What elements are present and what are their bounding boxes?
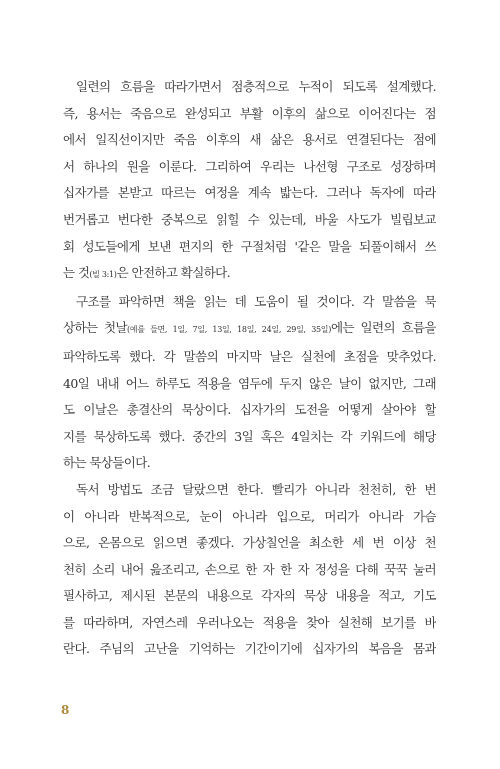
text-line: 파악하도록 했다. 각 말씀의 마지막 날은 실천에 초점을 맞추었다.	[63, 348, 436, 364]
text-segment: 에는 일련의 흐름을	[331, 320, 436, 336]
paragraph-3	[63, 477, 436, 663]
text-line: 필사하고, 제시된 본문의 내용으로 각자의 묵상 내용을 적고, 기도	[63, 588, 436, 604]
paragraph-1	[63, 74, 436, 289]
text-line: 십자가를 본받고 따르는 여정을 계속 밟는다. 그러나 독자에 따라	[63, 185, 436, 201]
text-line: 천히 소리 내어 읊조리고, 손으로 한 자 한 자 정성을 다해 꾹꾹 눌러	[63, 561, 436, 577]
text-line: 일련의 흐름을 따라가면서 점층적으로 누적이 되도록 설계했다.	[76, 79, 436, 94]
text-line: 40일 내내 어느 하루도 적용을 염두에 두지 않은 날이 없지만, 그래	[63, 375, 436, 391]
page-number: 8	[61, 703, 70, 717]
text-line: 도 이날은 총결산의 묵상이다. 십자가의 도전을 어떻게 살아야 할	[63, 402, 436, 418]
text-line: 이 아니라 반복적으로, 눈이 아니라 입으로, 머리가 아니라 가슴	[63, 508, 436, 524]
text-line: 지를 묵상하도록 했다. 중간의 3일 혹은 4일치는 각 키워드에 해당	[63, 428, 436, 444]
paragraph-2	[63, 289, 436, 477]
text-segment: 상하는 첫날	[63, 320, 127, 336]
text-segment: 는 것	[63, 265, 90, 281]
scripture-reference: (빌 3:1)	[89, 270, 117, 280]
text-line	[63, 315, 436, 344]
text-line: 에서 일직선이지만 죽음 이후의 새 삶은 용서로 연결된다는 점에	[63, 132, 436, 148]
text-line: 구조를 파악하면 책을 읽는 데 도움이 될 것이다. 각 말씀을 묵	[76, 293, 436, 309]
text-line: 회 성도들에게 보낸 편지의 한 구절처럼 '같은 말을 되풀이해서 쓰	[63, 238, 436, 254]
text-segment: 은 안전하고 확실하다.	[116, 265, 231, 281]
text-line: 란다. 주님의 고난을 기억하는 기간이기에 십자가의 복음을 몸과	[63, 641, 436, 657]
text-line: 를 따라하며, 자연스레 우러나오는 적용을 찾아 실천해 보기를 바	[63, 614, 436, 630]
text-line: 독서 방법도 조금 달랐으면 한다. 빨리가 아니라 천천히, 한 번	[76, 481, 436, 497]
text-line: 즉, 용서는 죽음으로 완성되고 부활 이후의 삶으로 이어진다는 점	[63, 105, 436, 121]
day-reference: (예를 들면, 1일, 7일, 13일, 18일, 24일, 29일, 35일)	[126, 325, 332, 335]
text-line: 서 하나의 원을 이룬다. 그리하여 우리는 나선형 구조로 성장하며	[63, 158, 436, 174]
text-line	[63, 260, 436, 289]
text-line: 하는 묵상들이다.	[63, 455, 151, 471]
text-line: 으로, 온몸으로 읽으면 좋겠다. 가상칠언을 최소한 세 번 이상 천	[63, 535, 436, 551]
text-line: 번거롭고 번다한 중복으로 읽힐 수 있는데, 바울 사도가 빌립보교	[63, 211, 436, 227]
body-text	[63, 74, 436, 663]
